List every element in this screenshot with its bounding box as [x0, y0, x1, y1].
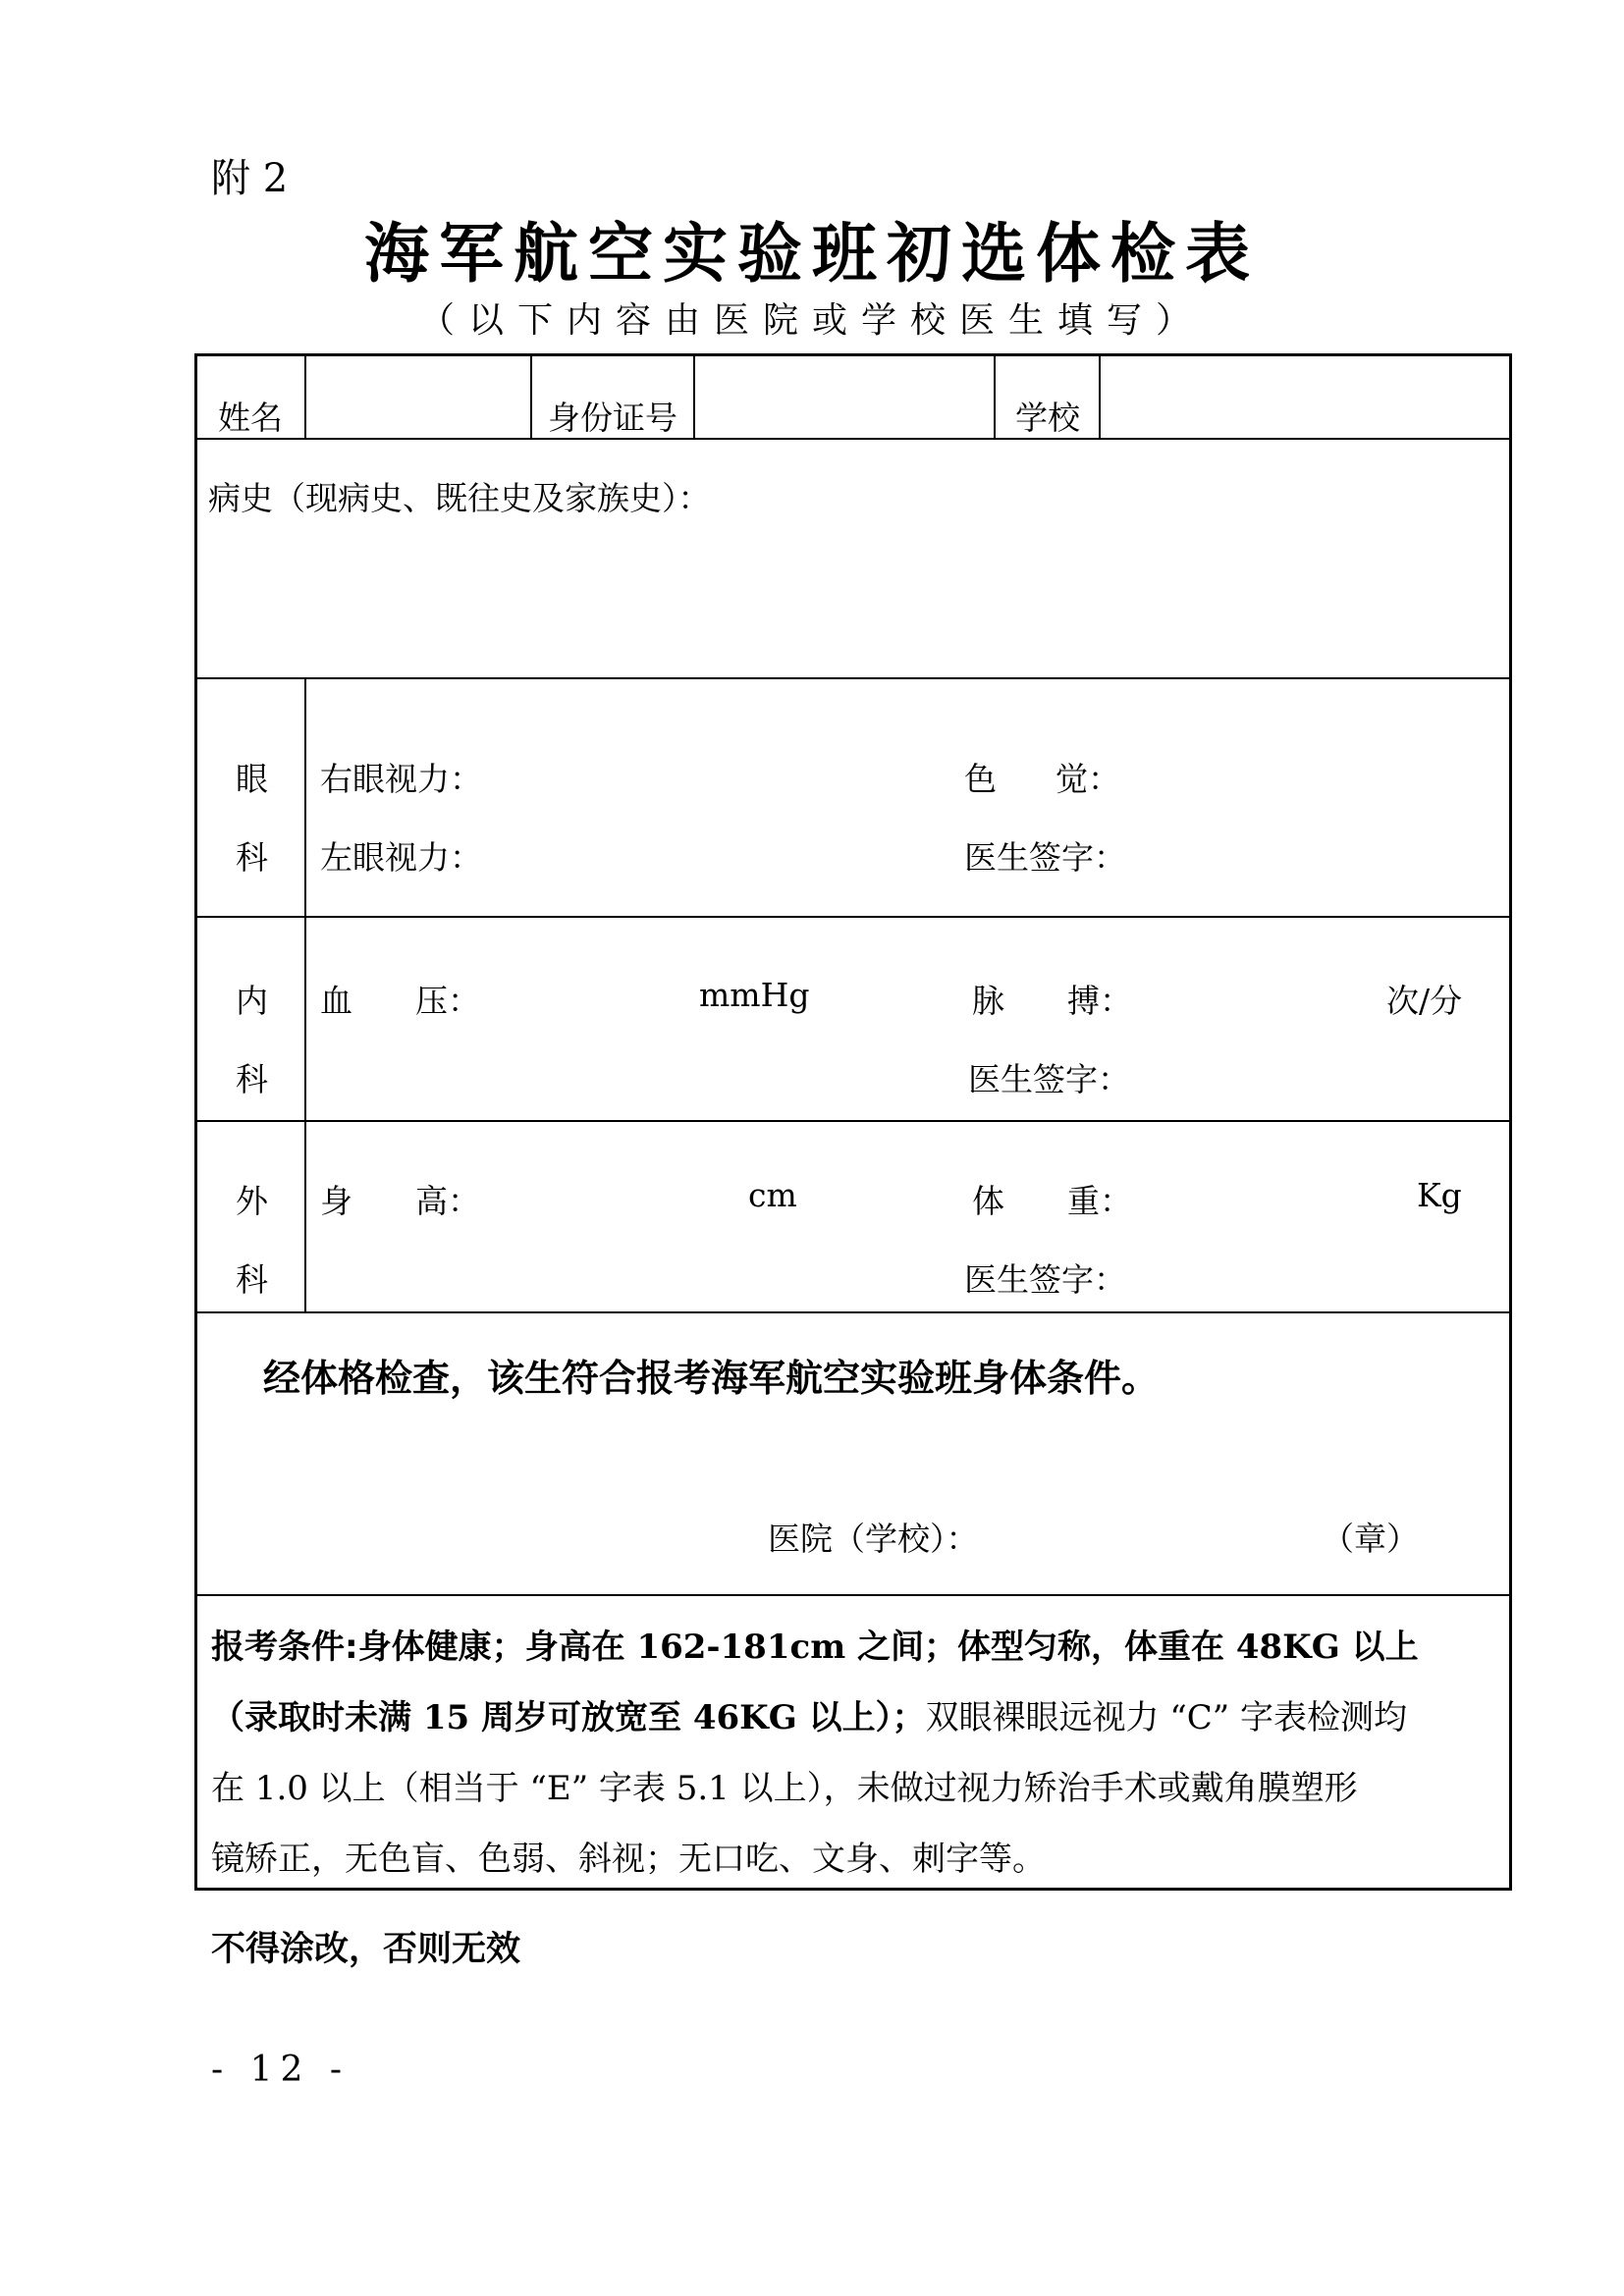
weight-char: 体 [972, 1182, 1004, 1220]
column-divider [304, 677, 306, 1312]
color-vision-char: 觉： [1056, 760, 1120, 798]
blood-pressure-char: 压： [415, 982, 480, 1020]
internal-dept-char-2: 科 [236, 1060, 268, 1098]
column-divider [530, 353, 532, 439]
left-eye-vision-label: 左眼视力： [320, 838, 482, 877]
school-field[interactable] [1101, 355, 1509, 438]
page-number: - 12 - [211, 2050, 351, 2090]
blood-pressure-unit: mmHg [699, 976, 810, 1014]
conditions-line-2 [211, 1690, 1507, 1738]
seal-label: （章） [1322, 1520, 1419, 1558]
conditions-line-2-bold: （录取时未满 15 周岁可放宽至 46KG 以上）； [211, 1698, 926, 1737]
pulse-unit: 次/分 [1386, 982, 1463, 1020]
pulse-char: 脉 [972, 982, 1004, 1020]
surgery-doctor-signature-label: 医生签字： [964, 1260, 1126, 1299]
pulse-label [972, 976, 1132, 1022]
name-field[interactable] [306, 355, 530, 438]
right-eye-vision-label: 右眼视力： [320, 760, 482, 798]
blood-pressure-char: 血 [320, 982, 352, 1020]
pulse-char: 搏： [1067, 982, 1132, 1020]
blood-pressure-label [320, 976, 480, 1022]
page-subtitle: （以下内容由医院或学校医生填写） [418, 300, 1205, 341]
eye-dept-char-2: 科 [236, 838, 268, 877]
surgery-dept-char-2: 科 [236, 1260, 268, 1299]
conditions-line-2-text: 双眼裸眼远视力 “C” 字表检测均 [925, 1698, 1407, 1737]
row-divider [194, 1120, 1512, 1122]
height-char: 高： [415, 1182, 480, 1220]
height-char: 身 [320, 1182, 352, 1220]
row-divider [194, 1311, 1512, 1313]
height-unit: cm [748, 1176, 797, 1214]
conditions-line-3: 在 1.0 以上（相当于 “E” 字表 5.1 以上），未做过视力矫治手术或戴角膜塑形 [211, 1769, 1358, 1808]
conditions-line-1 [211, 1620, 1507, 1668]
conclusion-statement: 经体格检查，该生符合报考海军航空实验班身体条件。 [263, 1356, 1160, 1400]
conditions-heading: 报考条件: [211, 1628, 358, 1667]
weight-char: 重： [1067, 1182, 1132, 1220]
row-divider [194, 677, 1512, 679]
conditions-line-1-text: 身体健康；身高在 162-181cm 之间；体型匀称，体重在 48KG 以上 [357, 1628, 1419, 1667]
weight-label [972, 1176, 1132, 1222]
school-label: 学校 [1015, 399, 1080, 437]
color-vision-label [964, 754, 1120, 800]
medical-history-label: 病史（现病史、既往史及家族史）： [208, 479, 711, 517]
height-label [320, 1176, 480, 1222]
name-label: 姓名 [218, 399, 283, 437]
conditions-line-4: 镜矫正，无色盲、色弱、斜视；无口吃、文身、刺字等。 [211, 1840, 1046, 1879]
internal-dept-char-1: 内 [236, 982, 268, 1020]
eye-doctor-signature-label: 医生签字： [964, 838, 1126, 877]
id-number-label: 身份证号 [548, 399, 677, 437]
id-number-field[interactable] [695, 355, 994, 438]
row-divider [194, 1594, 1512, 1596]
row-divider [194, 438, 1512, 440]
surgery-dept-char-1: 外 [236, 1182, 268, 1220]
internal-doctor-signature-label: 医生签字： [968, 1060, 1130, 1098]
footer-note: 不得涂改，否则无效 [211, 1929, 521, 1969]
appendix-label: 附 2 [211, 156, 289, 201]
color-vision-char: 色 [964, 760, 997, 798]
hospital-school-label: 医院（学校）： [768, 1520, 979, 1558]
eye-dept-char-1: 眼 [236, 760, 268, 798]
row-divider [194, 916, 1512, 918]
column-divider [994, 353, 996, 439]
page-title: 海军航空实验班初选体检表 [364, 215, 1260, 292]
medical-history-field[interactable] [197, 520, 1509, 675]
weight-unit: Kg [1417, 1176, 1462, 1214]
